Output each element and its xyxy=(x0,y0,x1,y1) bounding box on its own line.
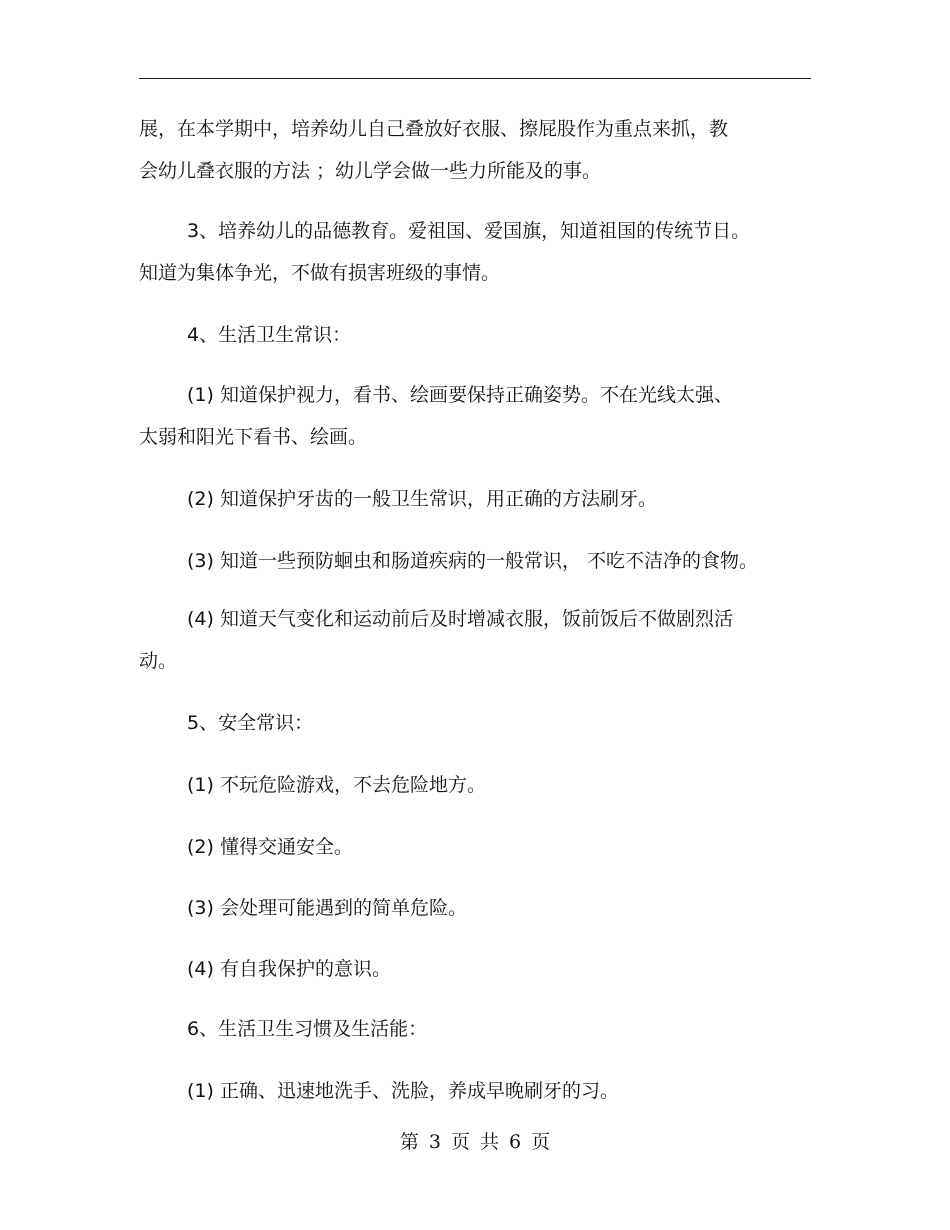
footer-word: 第 xyxy=(399,1131,419,1153)
text-line: 太弱和阳光下看书、绘画。 xyxy=(139,426,368,448)
footer-word: 页 xyxy=(531,1131,551,1153)
text-line: 3、培养幼儿的品德教育。爱祖国、爱国旗，知道祖国的传统节日。 xyxy=(187,220,751,242)
text-line: (2) 懂得交通安全。 xyxy=(187,836,353,858)
text-line: 6、生活卫生习惯及生活能： xyxy=(187,1018,428,1040)
text-line: (4) 有自我保护的意识。 xyxy=(187,958,391,980)
text-line: 5、安全常识： xyxy=(187,712,314,734)
text-line: 展，在本学期中，培养幼儿自己叠放好衣服、擦屁股作为重点来抓，教 xyxy=(139,118,729,140)
total-page-count: 6 xyxy=(509,1131,522,1153)
text-line: (1) 知道保护视力，看书、绘画要保持正确姿势。不在光线太强、 xyxy=(187,384,733,406)
page-footer xyxy=(0,1130,950,1154)
current-page-number: 3 xyxy=(428,1131,441,1153)
footer-word: 共 xyxy=(480,1131,500,1153)
text-line: 动。 xyxy=(139,650,178,672)
text-line: (1) 不玩危险游戏，不去危险地方。 xyxy=(187,774,486,796)
text-line: (4) 知道天气变化和运动前后及时增减衣服，饭前饭后不做剧烈活 xyxy=(187,608,733,630)
text-line: 4、生活卫生常识： xyxy=(187,324,352,346)
text-line: 会幼儿叠衣服的方法 ；幼儿学会做一些力所能及的事。 xyxy=(139,160,602,182)
text-line: (3) 会处理可能遇到的简单危险。 xyxy=(187,897,467,919)
text-line: 知道为集体争光，不做有损害班级的事情。 xyxy=(139,262,501,284)
footer-word: 页 xyxy=(450,1131,470,1153)
text-line: (2) 知道保护牙齿的一般卫生常识，用正确的方法刷牙。 xyxy=(187,488,657,510)
text-line: (1) 正确、迅速地洗手、洗脸，养成早晚刷牙的习。 xyxy=(187,1080,619,1102)
header-rule xyxy=(139,78,811,79)
text-line: (3) 知道一些预防蛔虫和肠道疾病的一般常识， 不吃不洁净的食物。 xyxy=(187,550,758,572)
